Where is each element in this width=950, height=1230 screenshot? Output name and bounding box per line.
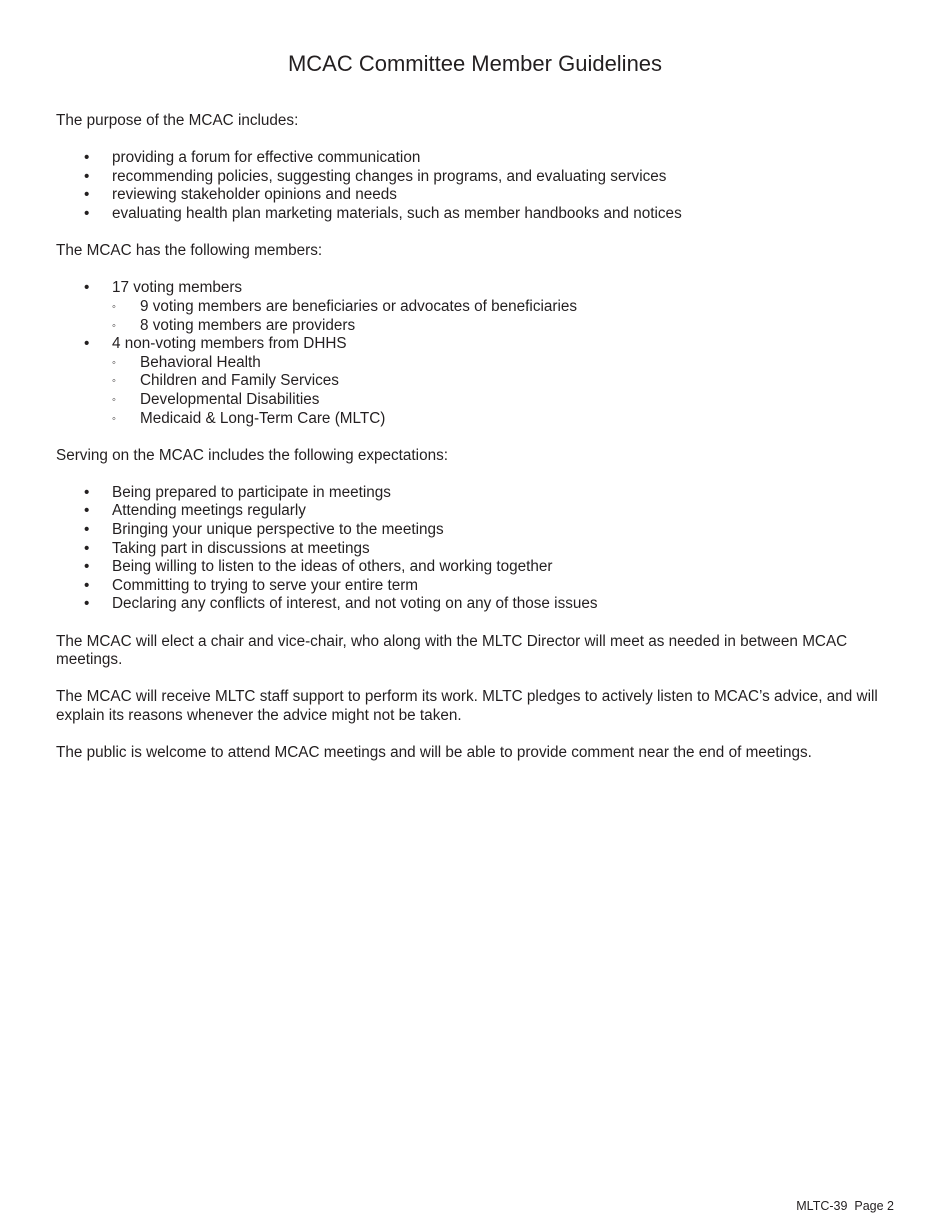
list-item-text: Taking part in discussions at meetings (112, 539, 370, 557)
purpose-list (56, 149, 901, 223)
bullet-icon: • (84, 521, 90, 539)
sub-list-item (112, 354, 901, 373)
sub-list-item-text: Developmental Disabilities (140, 390, 320, 408)
bullet-icon: • (84, 539, 90, 557)
purpose-item (56, 168, 901, 187)
members-list (56, 279, 901, 428)
expectation-item (56, 595, 901, 614)
bullet-icon: • (84, 595, 90, 613)
sub-bullet-icon: ◦ (112, 300, 116, 313)
expectation-item (56, 558, 901, 577)
list-item-text: Declaring any conflicts of interest, and not voting on any of those issues (112, 595, 598, 613)
bullet-icon: • (84, 558, 90, 576)
expectation-item (56, 521, 901, 540)
expectations-intro: Serving on the MCAC includes the following expectations: (56, 446, 448, 464)
voting-members-item (56, 279, 901, 335)
list-item-text: evaluating health plan marketing materials, such as member handbooks and notices (112, 204, 682, 222)
non-voting-members-item (56, 335, 901, 428)
page-footer: MLTC-39 Page 2 (796, 1199, 894, 1213)
list-item-text: 17 voting members (112, 279, 243, 297)
expectation-item (56, 502, 901, 521)
purpose-item (56, 186, 901, 205)
list-item-text: 4 non-voting members from DHHS (112, 335, 347, 353)
sub-list-item (112, 410, 901, 429)
sub-list-item-text: Medicaid & Long-Term Care (MLTC) (140, 409, 386, 427)
expectation-item (56, 540, 901, 559)
bullet-icon: • (84, 186, 90, 204)
list-item-text: Attending meetings regularly (112, 502, 306, 520)
bullet-icon: • (84, 502, 90, 520)
public-comment-paragraph: The public is welcome to attend MCAC meetings and will be able to provide comment near the end of meetings. (56, 744, 812, 762)
purpose-item (56, 205, 901, 224)
expectation-item (56, 577, 901, 596)
bullet-icon: • (84, 149, 90, 167)
sub-list-item (112, 391, 901, 410)
bullet-icon: • (84, 279, 90, 297)
list-item-text: Committing to trying to serve your entire term (112, 576, 419, 594)
expectations-list (56, 484, 901, 614)
purpose-item (56, 149, 901, 168)
page-title: MCAC Committee Member Guidelines (287, 51, 663, 76)
non-voting-members-sublist (112, 354, 901, 428)
bullet-icon: • (84, 335, 90, 353)
voting-members-sublist (112, 298, 901, 335)
leadership-paragraph: The MCAC will elect a chair and vice-chair, who along with the MLTC Director will meet as needed in between MCAC meetings. (56, 632, 848, 669)
sub-list-item (112, 298, 901, 317)
document-body (56, 112, 901, 781)
list-item-text: recommending policies, suggesting changes in programs, and evaluating services (112, 167, 667, 185)
bullet-icon: • (84, 576, 90, 594)
sub-list-item-text: Children and Family Services (140, 372, 339, 390)
sub-list-item-text: Behavioral Health (140, 353, 261, 371)
bullet-icon: • (84, 483, 90, 501)
sub-list-item (112, 372, 901, 391)
list-item-text: Being prepared to participate in meetings (112, 483, 391, 501)
bullet-icon: • (84, 204, 90, 222)
members-intro: The MCAC has the following members: (56, 242, 323, 260)
sub-list-item-text: 9 voting members are beneficiaries or advocates of beneficiaries (140, 297, 578, 315)
expectation-item (56, 484, 901, 503)
list-item-text: reviewing stakeholder opinions and needs (112, 186, 397, 204)
bullet-icon: • (84, 167, 90, 185)
sub-bullet-icon: ◦ (112, 393, 116, 406)
purpose-intro: The purpose of the MCAC includes: (56, 112, 299, 129)
list-item-text: Bringing your unique perspective to the meetings (112, 521, 444, 539)
list-item-text: providing a forum for effective communication (112, 149, 421, 167)
list-item-text: Being willing to listen to the ideas of others, and working together (112, 558, 553, 576)
sub-bullet-icon: ◦ (112, 356, 116, 369)
sub-bullet-icon: ◦ (112, 375, 116, 388)
sub-bullet-icon: ◦ (112, 319, 116, 332)
sub-list-item (112, 317, 901, 336)
sub-bullet-icon: ◦ (112, 412, 116, 425)
sub-list-item-text: 8 voting members are providers (140, 316, 356, 334)
staff-support-paragraph: The MCAC will receive MLTC staff support to perform its work. MLTC pledges to actively listen to MCAC’s advice, and will explain its reasons whenever the advice might not be taken. (56, 688, 878, 724)
